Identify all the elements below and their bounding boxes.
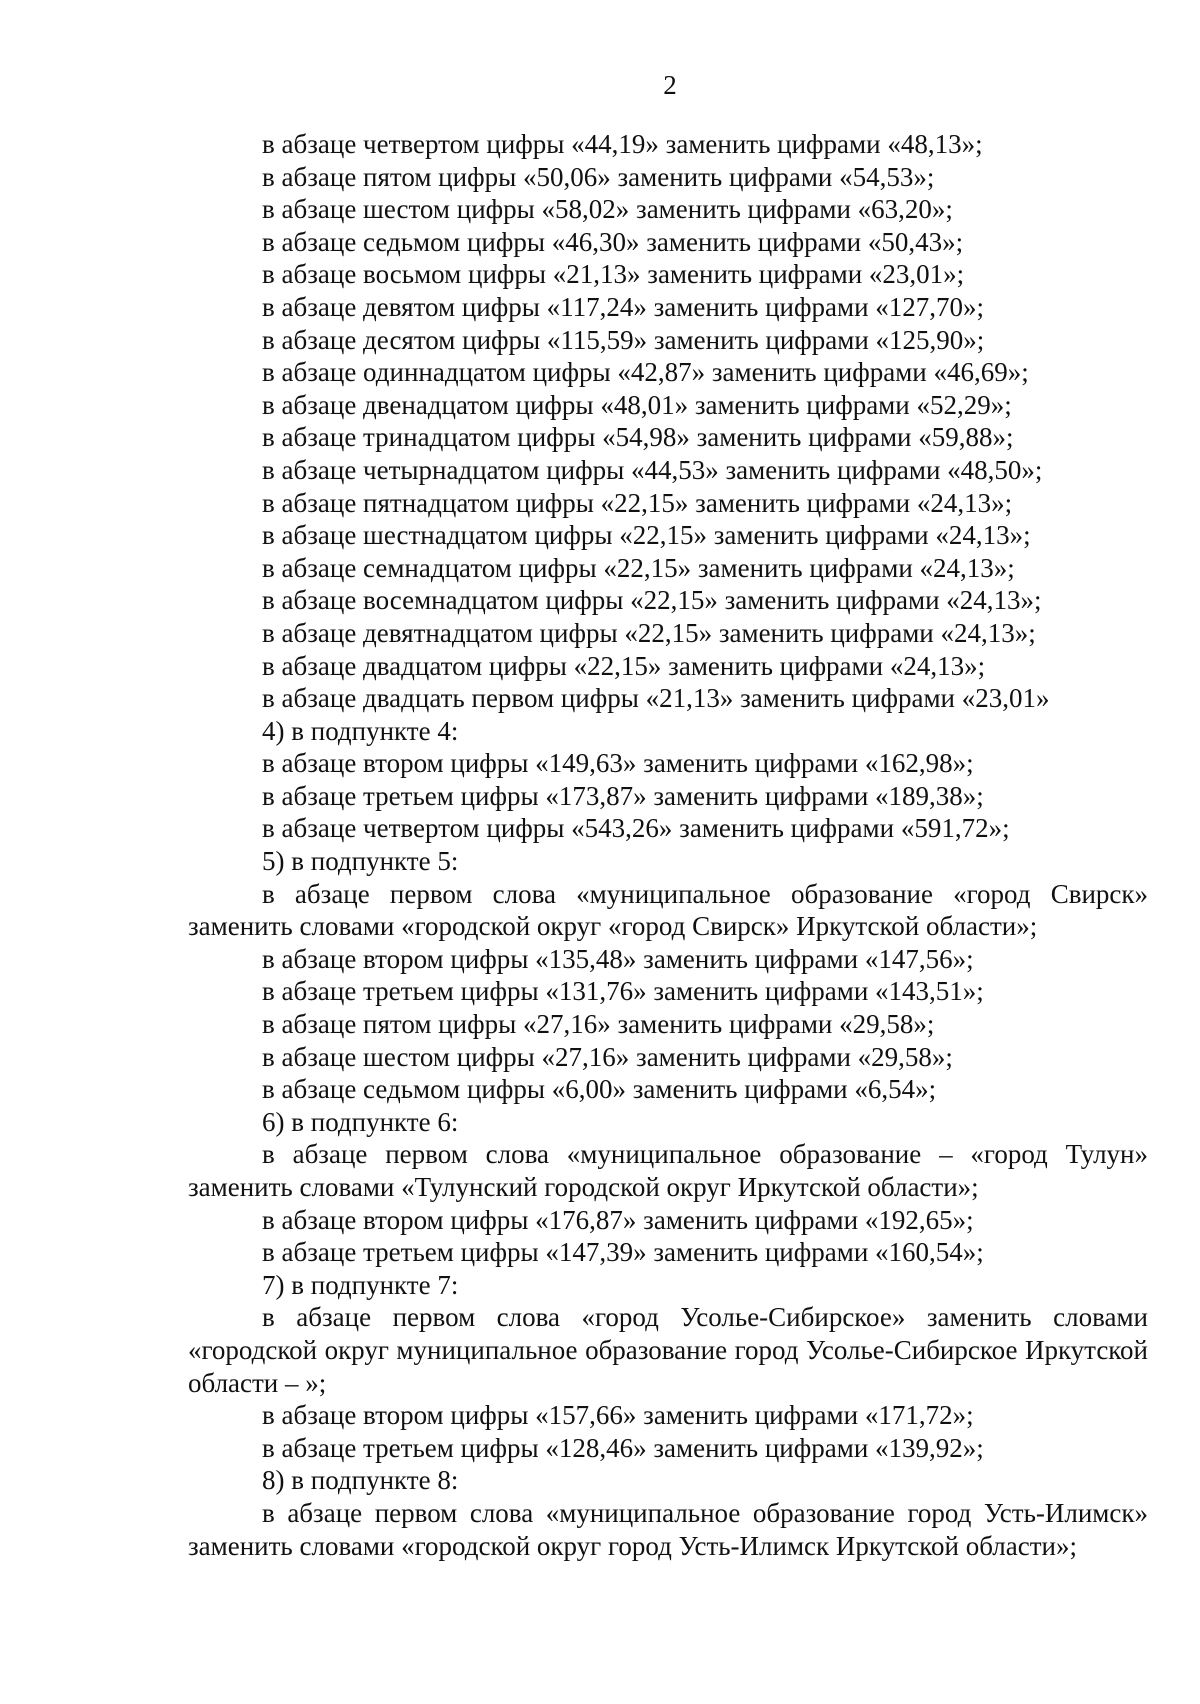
text-line: в абзаце двадцатом цифры «22,15» заменить цифрами «24,13»; xyxy=(262,650,986,681)
text-line: в абзаце пятом цифры «27,16» заменить цифрами «29,58»; xyxy=(262,1009,935,1040)
amendments-block-3 xyxy=(188,1204,1148,1302)
text-line: в абзаце пятом цифры «50,06» заменить цифрами «54,53»; xyxy=(262,161,935,192)
text-line: в абзаце двенадцатом цифры «48,01» заменить цифрами «52,29»; xyxy=(262,389,1012,420)
text-line: в абзаце одиннадцатом цифры «42,87» заменить цифрами «46,69»; xyxy=(262,357,1029,388)
text-line: в абзаце третьем цифры «147,39» заменить цифрами «160,54»; xyxy=(262,1237,984,1268)
document-body xyxy=(188,128,1148,1562)
amendments-block-2 xyxy=(188,943,1148,1139)
text-line: в абзаце шестом цифры «58,02» заменить цифрами «63,20»; xyxy=(262,194,953,225)
text-line: в абзаце десятом цифры «115,59» заменить цифрами «125,90»; xyxy=(262,324,985,355)
text-line: в абзаце тринадцатом цифры «54,98» заменить цифрами «59,88»; xyxy=(262,422,1014,453)
text-line: в абзаце восьмом цифры «21,13» заменить цифрами «23,01»; xyxy=(262,259,965,290)
paragraph: в абзаце первом слова «город Усолье-Сибирское» заменить словами «городской округ муниципальное образование город Усолье-Сибирское Иркутской области – »; xyxy=(188,1302,1148,1398)
paragraph: в абзаце первом слова «муниципальное образование – «город Тулун» заменить словами «Тулунский городской округ Иркутской области»; xyxy=(188,1139,1148,1202)
text-line: в абзаце девятнадцатом цифры «22,15» заменить цифрами «24,13»; xyxy=(262,617,1036,648)
subpoint-heading: 5) в подпункте 5: xyxy=(262,846,459,877)
page-number: 2 xyxy=(663,70,677,100)
text-line: в абзаце втором цифры «135,48» заменить цифрами «147,56»; xyxy=(262,943,974,974)
text-line: в абзаце седьмом цифры «46,30» заменить цифрами «50,43»; xyxy=(262,226,964,257)
subpoint-heading: 6) в подпункте 6: xyxy=(262,1106,459,1137)
paragraph: в абзаце первом слова «муниципальное образование город Усть-Илимск» заменить словами «городской округ город Усть-Илимск Иркутской области»; xyxy=(188,1497,1148,1561)
text-line: в абзаце втором цифры «149,63» заменить цифрами «162,98»; xyxy=(262,748,974,779)
text-line: в абзаце шестнадцатом цифры «22,15» заменить цифрами «24,13»; xyxy=(262,520,1031,551)
text-line: в абзаце втором цифры «176,87» заменить цифрами «192,65»; xyxy=(262,1204,974,1235)
text-line: в абзаце четырнадцатом цифры «44,53» заменить цифрами «48,50»; xyxy=(262,454,1043,485)
subpoint-heading: 7) в подпункте 7: xyxy=(262,1269,459,1300)
text-line: в абзаце семнадцатом цифры «22,15» заменить цифрами «24,13»; xyxy=(262,552,1015,583)
text-line: в абзаце третьем цифры «173,87» заменить цифрами «189,38»; xyxy=(262,780,984,811)
text-line: в абзаце двадцать первом цифры «21,13» заменить цифрами «23,01» xyxy=(262,683,1050,714)
text-line: в абзаце третьем цифры «131,76» заменить цифрами «143,51»; xyxy=(262,976,984,1007)
text-line: в абзаце пятнадцатом цифры «22,15» заменить цифрами «24,13»; xyxy=(262,487,1013,518)
amendments-block-4 xyxy=(188,1399,1148,1497)
paragraph: в абзаце первом слова «муниципальное образование «город Свирск» заменить словами «городской округ «город Свирск» Иркутской области»; xyxy=(188,878,1148,942)
text-line: в абзаце четвертом цифры «44,19» заменить цифрами «48,13»; xyxy=(262,129,983,159)
text-line: в абзаце четвертом цифры «543,26» заменить цифрами «591,72»; xyxy=(262,813,1010,844)
subpoint-heading: 4) в подпункте 4: xyxy=(262,715,459,746)
text-line: в абзаце девятом цифры «117,24» заменить цифрами «127,70»; xyxy=(262,291,985,322)
text-line: в абзаце восемнадцатом цифры «22,15» заменить цифрами «24,13»; xyxy=(262,585,1042,616)
text-line: в абзаце втором цифры «157,66» заменить цифрами «171,72»; xyxy=(262,1400,974,1431)
text-line: в абзаце третьем цифры «128,46» заменить цифрами «139,92»; xyxy=(262,1432,984,1463)
amendments-block-1 xyxy=(188,128,1148,878)
text-line: в абзаце шестом цифры «27,16» заменить цифрами «29,58»; xyxy=(262,1041,953,1072)
text-line: в абзаце седьмом цифры «6,00» заменить цифрами «6,54»; xyxy=(262,1074,937,1105)
subpoint-heading: 8) в подпункте 8: xyxy=(262,1465,459,1496)
